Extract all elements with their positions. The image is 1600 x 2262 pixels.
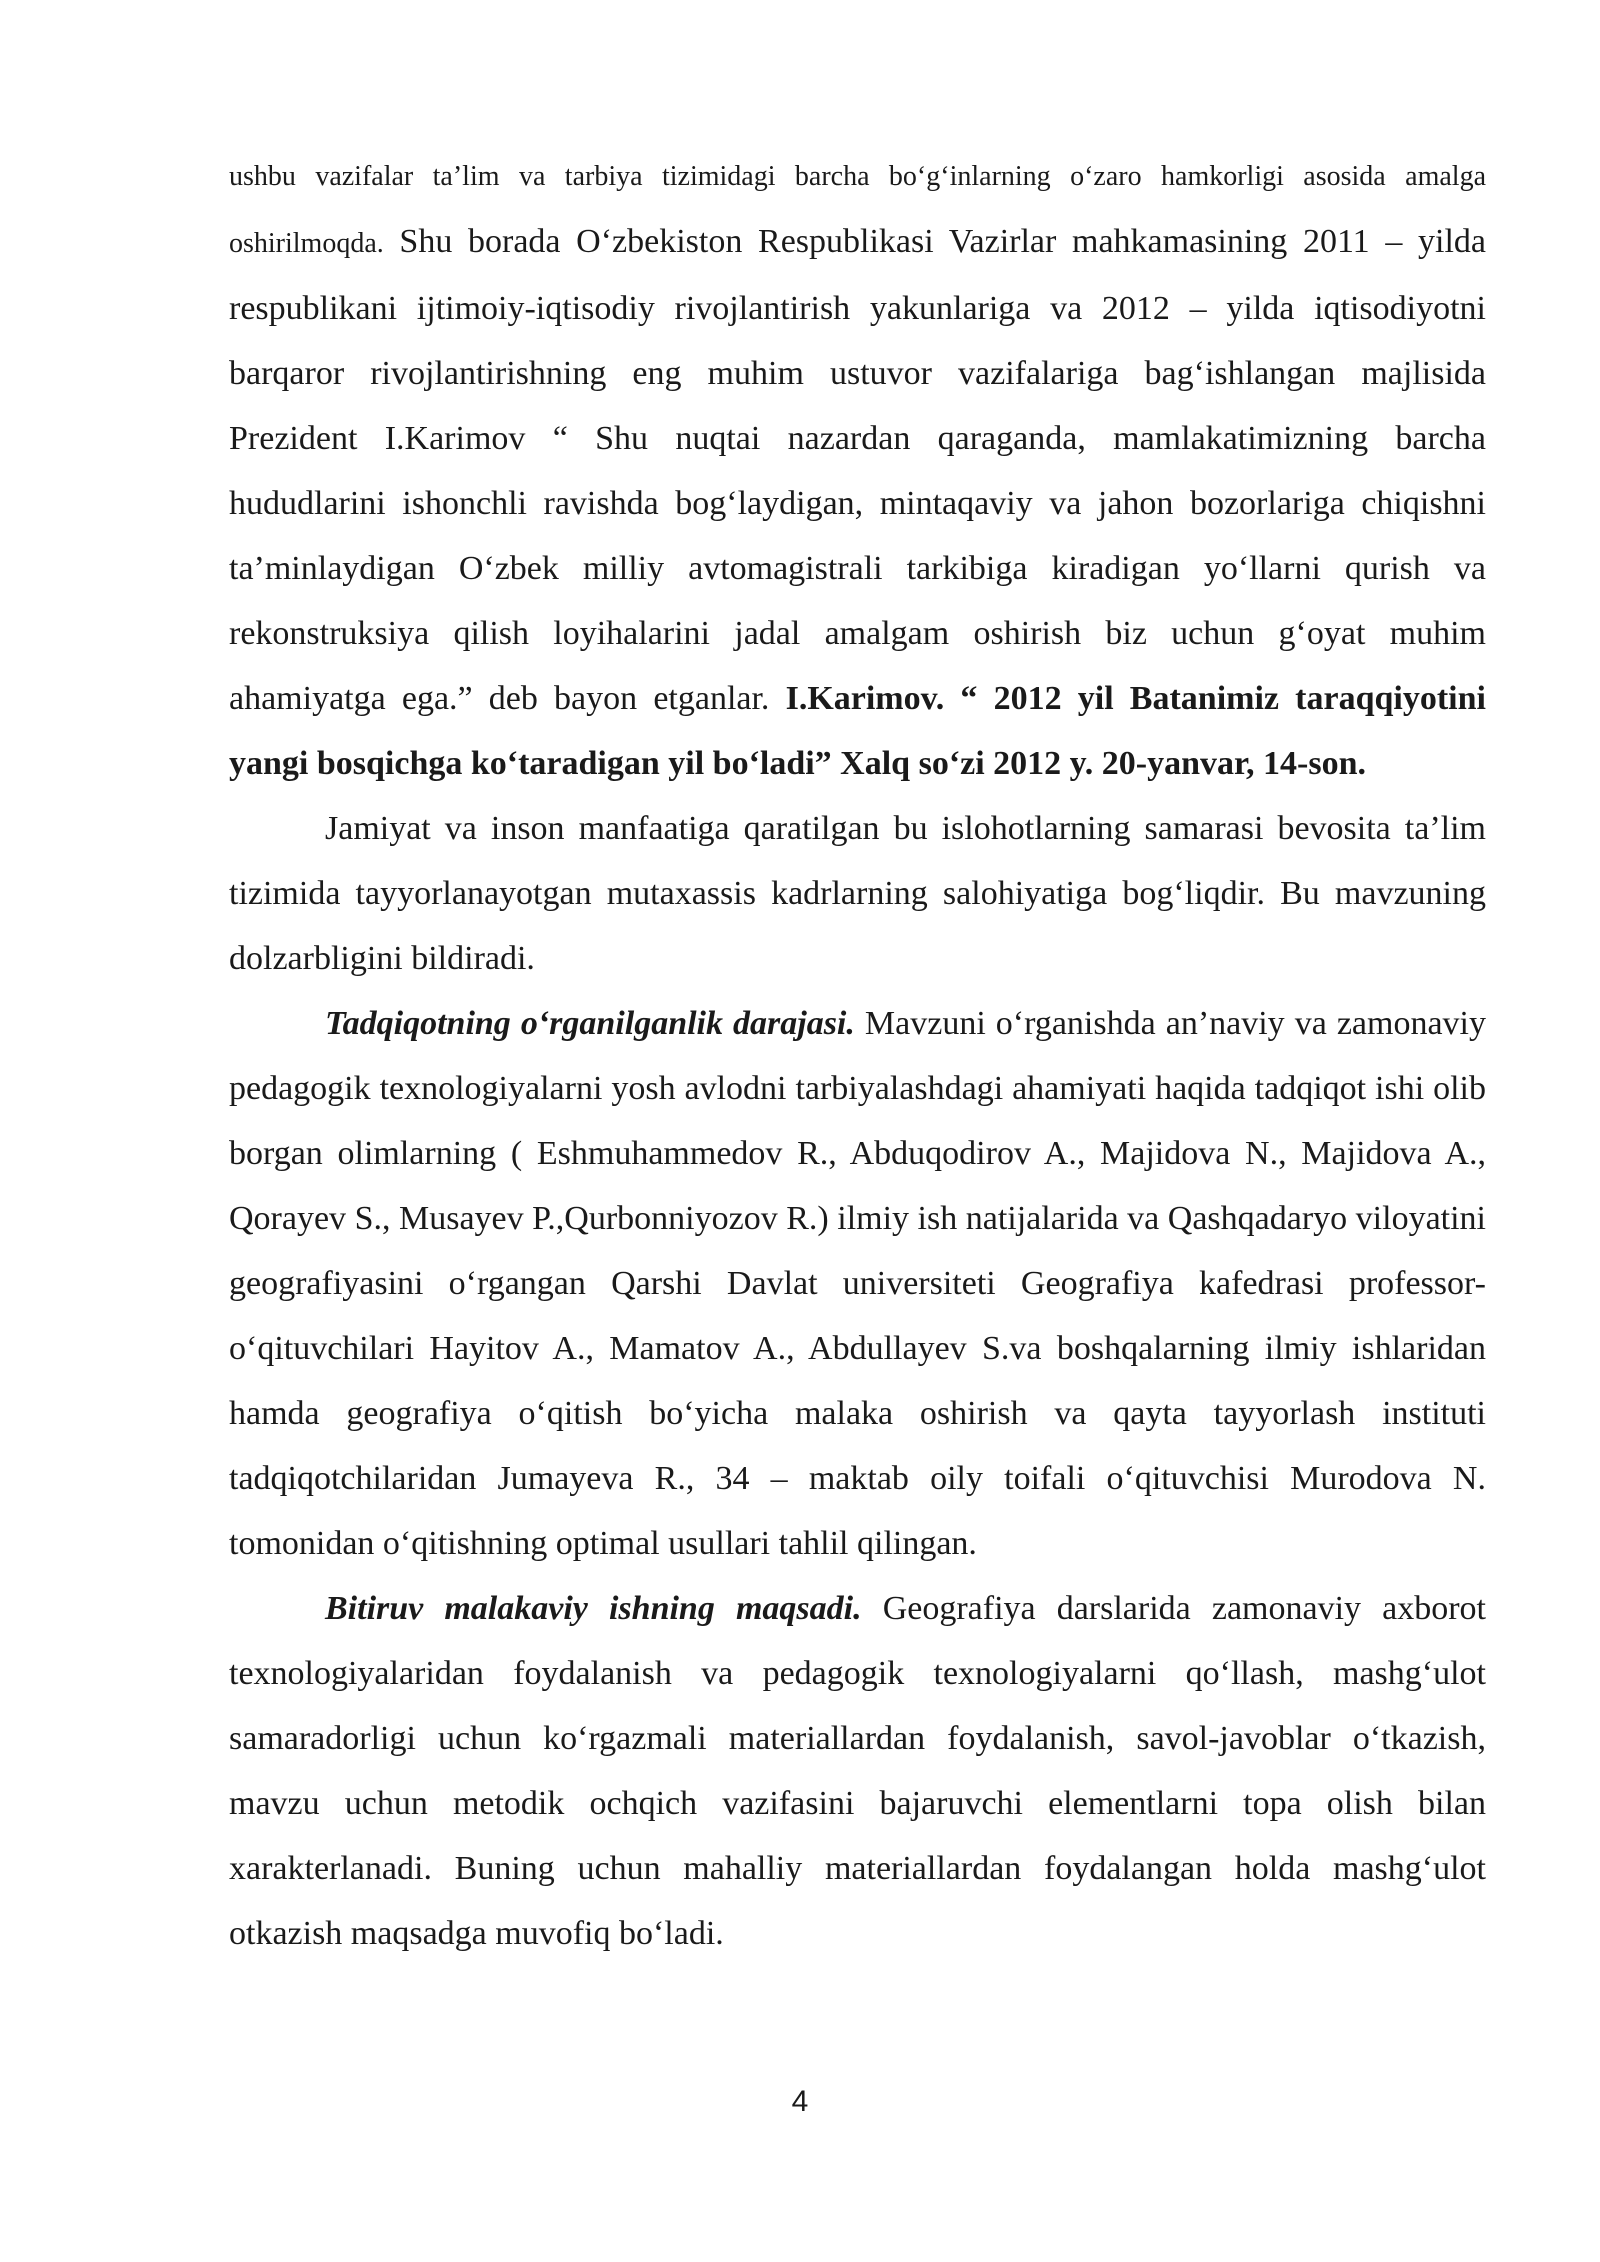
paragraph-goal-text: Geografiya darslarida zamonaviy axborot texnologiyalaridan foydalanish va pedagogik texnologiyalarni qo‘llash, mashg‘ulot samaradorligi uchun ko‘rgazmali materiallardan foydalanish, savol-javoblar o‘tkazish, mavzu uchun metodik ochqich vazifasini bajaruvchi elementlarni topa olish bilan xarakterlanadi. Buning uchun mahalliy materiallardan foydalangan holda mashg‘ulot otkazish maqsadga muvofiq bo‘ladi. xyxy=(229,1590,1486,1952)
paragraph-goal xyxy=(229,1576,1486,1966)
paragraph-research-level-text: Mavzuni o‘rganishda an’naviy va zamonaviy pedagogik texnologiyalarni yosh avlodni tarbiyalashdagi ahamiyati haqida tadqiqot ishi olib borgan olimlarning ( Eshmuhammedov R., Abduqodirov A., Majidova N., Majidova A., Qorayev S., Musayev P.,Qurbonniyozov R.) ilmiy ish natijalarida va Qashqadaryo viloyatini geografiyasini o‘rgangan Qarshi Davlat universiteti Geografiya kafedrasi professor-o‘qituvchilari Hayitov A., Mamatov A., Abdullayev S.va boshqalarning ilmiy ishlaridan hamda geografiya o‘qitish bo‘yicha malaka oshirish va qayta tayyorlash instituti tadqiqotchilaridan Jumayeva R., 34 – maktab oily toifali o‘qituvchisi Murodova N. tomonidan o‘qitishning optimal usullari tahlil qilingan. xyxy=(229,1005,1486,1562)
paragraph-relevance xyxy=(229,796,1486,991)
paragraph-relevance-text: Jamiyat va inson manfaatiga qaratilgan bu islohotlarning samarasi bevosita ta’lim tizimida tayyorlanayotgan mutaxassis kadrlarning salohiyatiga bog‘liqdir. Bu mavzuning dolzarbligini bildiradi. xyxy=(229,810,1486,977)
section-heading-goal: Bitiruv malakaviy ishning maqsadi. xyxy=(325,1590,862,1627)
paragraph-research-level xyxy=(229,991,1486,1576)
document-page xyxy=(229,142,1486,1966)
paragraph-intro-small-text: ushbu vazifalar ta’lim va tarbiya tizimidagi barcha bo‘g‘inlarning o‘zaro hamkorligi asosida amalga oshirilmoqda. xyxy=(229,161,1486,259)
page-number: 4 xyxy=(791,2085,809,2118)
paragraph-intro xyxy=(229,142,1486,796)
citation: I.Karimov. “ 2012 yil Batanimiz taraqqiyotini yangi bosqichga ko‘taradigan yil bo‘ladi” Xalq so‘zi 2012 y. 20-yanvar, 14-son. xyxy=(229,680,1486,782)
section-heading-research-level: Tadqiqotning o‘rganilganlik darajasi. xyxy=(325,1005,855,1042)
paragraph-intro-text: Shu borada O‘zbekiston Respublikasi Vazirlar mahkamasining 2011 – yilda respublikani ijtimoiy-iqtisodiy rivojlantirish yakunlariga va 2012 – yilda iqtisodiyotni barqaror rivojlantirishning eng muhim ustuvor vazifalariga bag‘ishlangan majlisida Prezident I.Karimov “ Shu nuqtai nazardan qaraganda, mamlakatimizning barcha hududlarini ishonchli ravishda bog‘laydigan, mintaqaviy va jahon bozorlariga chiqishni ta’minlaydigan O‘zbek milliy avtomagistrali tarkibiga kiradigan yo‘llarni qurish va rekonstruksiya qilish loyihalarini jadal amalgam oshirish biz uchun g‘oyat muhim ahamiyatga ega.” deb bayon etganlar. xyxy=(229,223,1486,717)
